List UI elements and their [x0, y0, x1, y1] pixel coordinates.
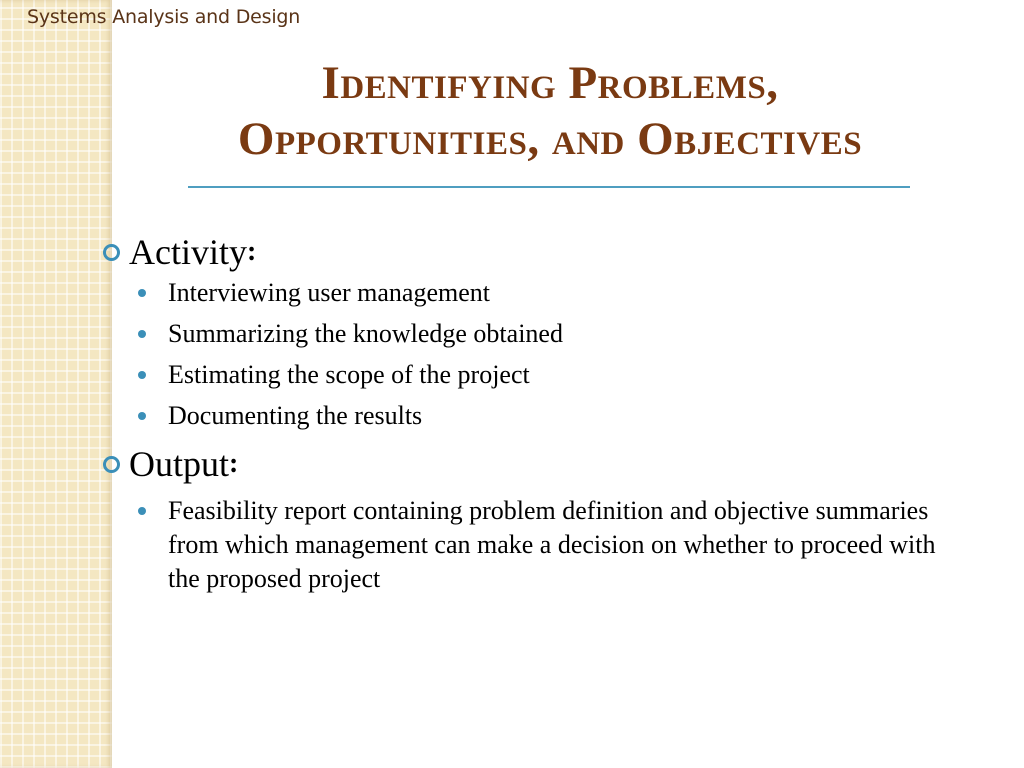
list-item: [138, 358, 980, 392]
list-item: [138, 494, 980, 596]
dot-bullet-icon: [138, 371, 146, 379]
slide-title: [140, 55, 960, 167]
slide-content: [100, 228, 980, 603]
section-heading-row: [100, 440, 980, 488]
list-item-text: Summarizing the knowledge obtained: [168, 319, 563, 348]
output-list: [100, 494, 980, 596]
list-item-text: Feasibility report containing problem definition and objective summaries from which management can make a decision on whether to proceed with the proposed project: [168, 496, 936, 593]
list-item: [138, 399, 980, 433]
list-item-text: Estimating the scope of the project: [168, 360, 530, 389]
activity-list: [100, 276, 980, 433]
decorative-side-strip: [0, 0, 112, 768]
course-title: Systems Analysis and Design: [27, 6, 301, 28]
section-activity: [100, 228, 980, 433]
dot-bullet-icon: [138, 289, 146, 297]
list-item: [138, 276, 980, 310]
section-heading-row: [100, 228, 980, 276]
dot-bullet-icon: [138, 412, 146, 420]
list-item-text: Interviewing user management: [168, 278, 490, 307]
title-underline: [188, 186, 910, 188]
section-heading-colon: :: [229, 448, 239, 479]
list-item-text: Documenting the results: [168, 401, 423, 430]
dot-bullet-icon: [138, 507, 146, 515]
slide-title-line-2: Opportunities, and Objectives: [237, 113, 863, 165]
section-heading-colon: :: [246, 236, 257, 267]
ring-bullet-icon: [103, 244, 120, 261]
ring-bullet-icon: [103, 456, 120, 473]
dot-bullet-icon: [138, 330, 146, 338]
slide-title-line-1: Identifying Problems,: [321, 57, 779, 109]
section-output: [100, 440, 980, 596]
section-heading-output: Output: [129, 444, 230, 484]
section-heading-activity: Activity: [129, 232, 247, 272]
list-item: [138, 317, 980, 351]
